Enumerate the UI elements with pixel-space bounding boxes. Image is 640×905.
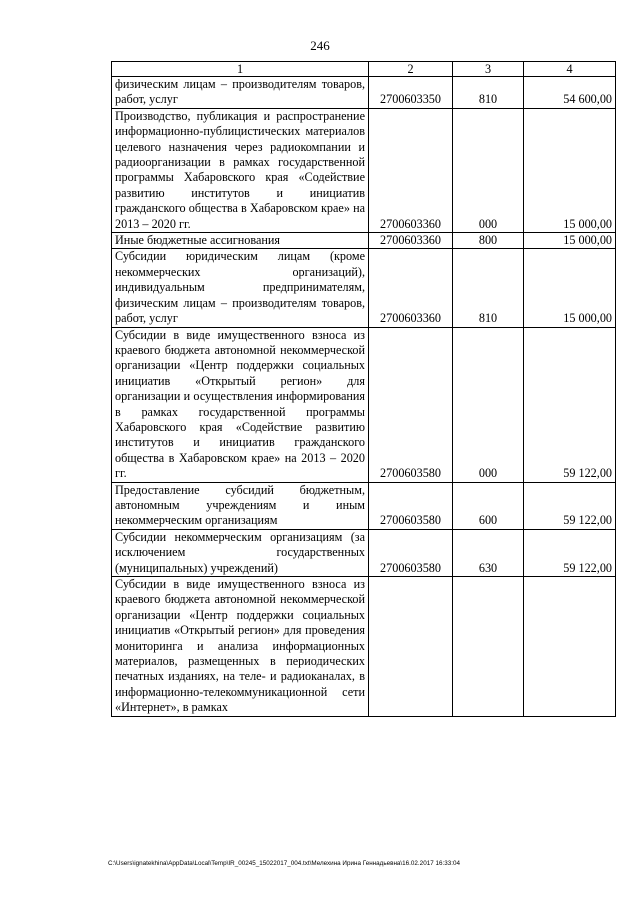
expense-type-cell: 810 — [453, 77, 524, 109]
amount-cell: 54 600,00 — [524, 77, 616, 109]
target-code-cell — [369, 577, 453, 717]
table-row — [112, 77, 616, 109]
row-name-cell: Субсидии юридическим лицам (кроме некоммерческих организаций), индивидуальным предпринимателям, физическим лицам – производителям товаров, работ, услуг — [112, 249, 369, 327]
target-code-cell: 2700603360 — [369, 108, 453, 232]
column-header: 2 — [369, 62, 453, 77]
row-name-cell: Субсидии в виде имущественного взноса из краевого бюджета автономной некоммерческой организации «Центр поддержки социальных инициатив «Открытый регион» для проведения мониторинга и анализа информационных материалов, размещенных в периодических печатных изданиях, на теле- и радиоканалах, в информационно-телекоммуникационной сети «Интернет», в рамках — [112, 577, 369, 717]
row-name-cell: Субсидии некоммерческим организациям (за исключением государственных (муниципальных) учреждений) — [112, 529, 369, 576]
expense-type-cell: 600 — [453, 482, 524, 529]
expense-type-cell: 810 — [453, 249, 524, 327]
row-name-cell: Иные бюджетные ассигнования — [112, 233, 369, 249]
target-code-cell: 2700603360 — [369, 249, 453, 327]
expense-type-cell: 000 — [453, 327, 524, 482]
expense-type-cell: 800 — [453, 233, 524, 249]
expense-type-cell: 630 — [453, 529, 524, 576]
amount-cell: 59 122,00 — [524, 327, 616, 482]
row-name-cell: Производство, публикация и распространение информационно-публицистических материалов целевого назначения через радиокомпании и радиоорганизации в рамках государственной программы Хабаровского края «Содействие развитию институтов и инициатив гражданского общества в Хабаровском крае» на 2013 – 2020 гг. — [112, 108, 369, 232]
amount-cell — [524, 577, 616, 717]
column-header: 1 — [112, 62, 369, 77]
target-code-cell: 2700603580 — [369, 482, 453, 529]
amount-cell: 15 000,00 — [524, 249, 616, 327]
file-path-footer: C:\Users\ignatekhina\AppData\Local\Temp\IR_00245_15022017_004.txt\Мелехина Ирина Геннадьевна\16.02.2017 16:33:04 — [108, 860, 460, 867]
table-row — [112, 327, 616, 482]
amount-cell: 15 000,00 — [524, 108, 616, 232]
budget-table — [111, 61, 616, 717]
table-row — [112, 249, 616, 327]
column-header: 4 — [524, 62, 616, 77]
column-header: 3 — [453, 62, 524, 77]
amount-cell: 15 000,00 — [524, 233, 616, 249]
row-name-cell: Субсидии в виде имущественного взноса из краевого бюджета автономной некоммерческой организации «Центр поддержки социальных инициатив «Открытый регион» для организации и осуществления информирования в рамках государственной программы Хабаровского края «Содействие развитию институтов и инициатив гражданского общества в Хабаровском крае» на 2013 – 2020 гг. — [112, 327, 369, 482]
target-code-cell: 2700603350 — [369, 77, 453, 109]
target-code-cell: 2700603580 — [369, 327, 453, 482]
target-code-cell: 2700603360 — [369, 233, 453, 249]
table-row — [112, 482, 616, 529]
expense-type-cell: 000 — [453, 108, 524, 232]
target-code-cell: 2700603580 — [369, 529, 453, 576]
expense-type-cell — [453, 577, 524, 717]
row-name-cell: Предоставление субсидий бюджетным, автономным учреждениям и иным некоммерческим организациям — [112, 482, 369, 529]
table-row — [112, 577, 616, 717]
table-row — [112, 233, 616, 249]
table-header-row — [112, 62, 616, 77]
amount-cell: 59 122,00 — [524, 482, 616, 529]
page-number: 246 — [310, 38, 330, 53]
table-row — [112, 108, 616, 232]
row-name-cell: физическим лицам – производителям товаров, работ, услуг — [112, 77, 369, 109]
table-row — [112, 529, 616, 576]
amount-cell: 59 122,00 — [524, 529, 616, 576]
